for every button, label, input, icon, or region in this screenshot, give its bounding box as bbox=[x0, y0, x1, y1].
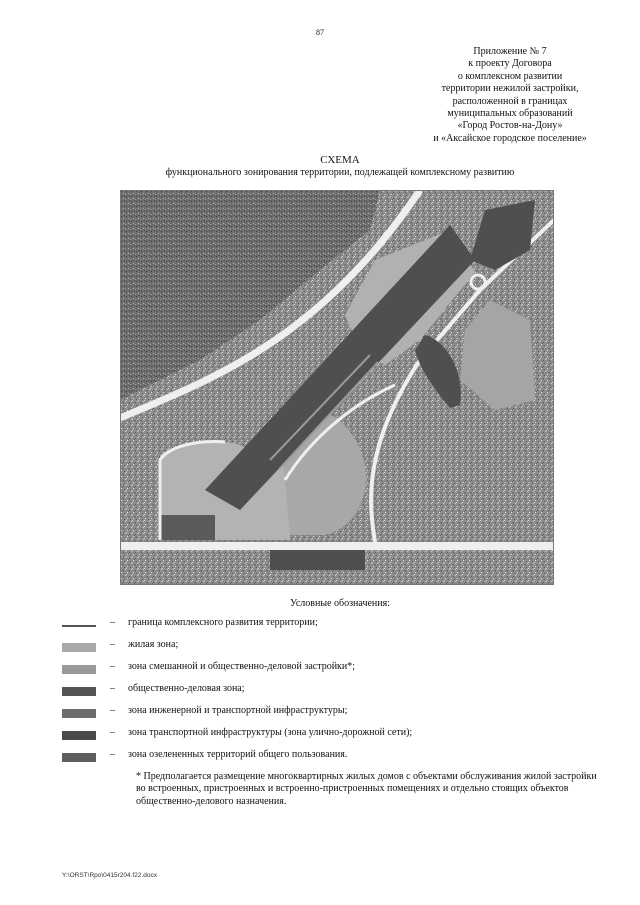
footnote: * Предполагается размещение многоквартирных жилых домов с объектами обслуживания жилой застройки во встроенных, пристроенных и встроенно-пристроенных помещениях и отдельно стоящих объектов общественно-делового назначения. bbox=[136, 771, 597, 807]
legend-item-transport bbox=[62, 726, 602, 748]
footer-file-path: Y:\ORST\Rpo\0415r204.f22.docx bbox=[62, 872, 158, 879]
legend-item-green bbox=[62, 748, 602, 770]
legend-label: граница комплексного развития территории; bbox=[128, 617, 318, 628]
legend-swatch bbox=[62, 665, 96, 674]
legend-dash: – bbox=[110, 749, 115, 760]
appendix-line: Приложение № 7 bbox=[473, 46, 547, 57]
zoning-map-image bbox=[120, 190, 554, 585]
legend-dash: – bbox=[110, 639, 115, 650]
legend bbox=[62, 616, 602, 770]
legend-label: зона инженерной и транспортной инфраструктуры; bbox=[128, 705, 348, 716]
appendix-line: и «Аксайское городское поселение» bbox=[433, 132, 587, 144]
appendix-line: муниципальных образований bbox=[447, 108, 573, 120]
legend-label: зона смешанной и общественно-деловой застройки*; bbox=[128, 661, 356, 672]
legend-item-residential bbox=[62, 638, 602, 660]
legend-swatch bbox=[62, 643, 96, 652]
bottom-road bbox=[120, 542, 554, 550]
legend-item-mixed bbox=[62, 660, 602, 682]
legend-dash: – bbox=[110, 617, 115, 628]
left-business-block bbox=[160, 515, 215, 540]
legend-dash: – bbox=[110, 683, 115, 694]
scheme-title: СХЕМА bbox=[320, 154, 360, 166]
legend-item-boundary bbox=[62, 616, 602, 638]
appendix-line: о комплексном развитии bbox=[457, 70, 563, 82]
legend-swatch bbox=[62, 687, 96, 696]
legend-item-business bbox=[62, 682, 602, 704]
appendix-line: расположенной в границах bbox=[452, 95, 568, 107]
legend-label: общественно-деловая зона; bbox=[128, 683, 245, 694]
legend-swatch bbox=[62, 731, 96, 740]
legend-swatch bbox=[62, 625, 96, 627]
legend-dash: – bbox=[110, 705, 115, 716]
legend-label: жилая зона; bbox=[128, 639, 179, 650]
scheme-subtitle: функционального зонирования территории, подлежащей комплексному развитию bbox=[165, 167, 515, 178]
legend-label: зона озелененных территорий общего пользования. bbox=[128, 749, 348, 760]
legend-label: зона транспортной инфраструктуры (зона улично-дорожной сети); bbox=[128, 727, 413, 738]
legend-swatch bbox=[62, 753, 96, 762]
south-business-block bbox=[270, 550, 365, 570]
appendix-line: территории нежилой застройки, bbox=[441, 83, 579, 95]
legend-item-engineering bbox=[62, 704, 602, 726]
appendix-block bbox=[410, 46, 610, 145]
appendix-line: к проекту Договора bbox=[468, 58, 552, 70]
page-number: 87 bbox=[316, 28, 324, 37]
legend-swatch bbox=[62, 709, 96, 718]
legend-dash: – bbox=[110, 727, 115, 738]
legend-title: Условные обозначения: bbox=[289, 598, 390, 609]
legend-dash: – bbox=[110, 661, 115, 672]
appendix-line: «Город Ростов-на-Дону» bbox=[457, 120, 563, 132]
